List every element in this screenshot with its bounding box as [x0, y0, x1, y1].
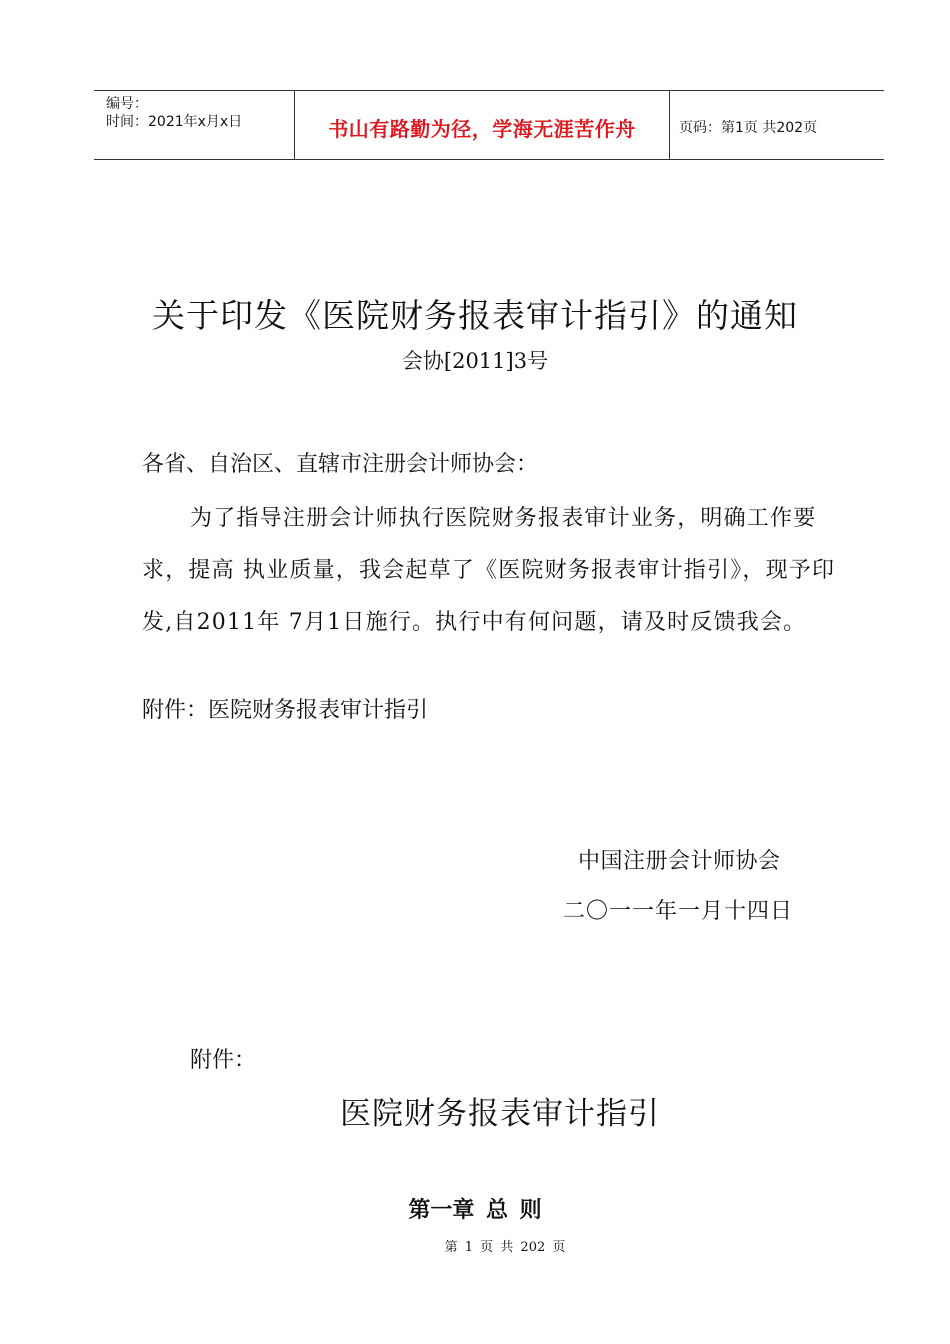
header-motto-cell — [294, 91, 670, 159]
signature-date: 二〇一一年一月十四日 — [563, 899, 794, 924]
page-header — [94, 90, 884, 160]
page-footer: 第 1 页 共 202 页 — [444, 1240, 566, 1255]
document-number-label: 编号： — [106, 96, 148, 112]
notice-body-paragraph: 为了指导注册会计师执行医院财务报表审计业务，明确工作要求，提高 执业质量，我会起草了《医院财务报表审计指引》，现予印发,自2011年 7月1日施行。执行中有何问题，请及时反馈我会。 — [142, 506, 836, 635]
header-page-cell — [669, 91, 884, 159]
addressee-line: 各省、自治区、直辖市注册会计师协会： — [142, 452, 539, 477]
header-motto: 书山有路勤为径，学海无涯苦作舟 — [328, 117, 636, 141]
notice-title: 关于印发《医院财务报表审计指引》的通知 — [152, 296, 798, 335]
header-info-cell — [94, 91, 294, 159]
appendix-label: 附件： — [190, 1048, 257, 1073]
header-page-number: 页码：第1页 共202页 — [679, 120, 818, 136]
attachment-line: 附件：医院财务报表审计指引 — [142, 698, 429, 723]
appendix-title: 医院财务报表审计指引 — [340, 1096, 660, 1132]
chapter-heading: 第一章 总 则 — [408, 1197, 542, 1223]
signatory-organization: 中国注册会计师协会 — [578, 849, 781, 874]
document-reference-number: 会协[2011]3号 — [401, 349, 549, 373]
document-time-label: 时间：2021年x月x日 — [106, 114, 243, 130]
